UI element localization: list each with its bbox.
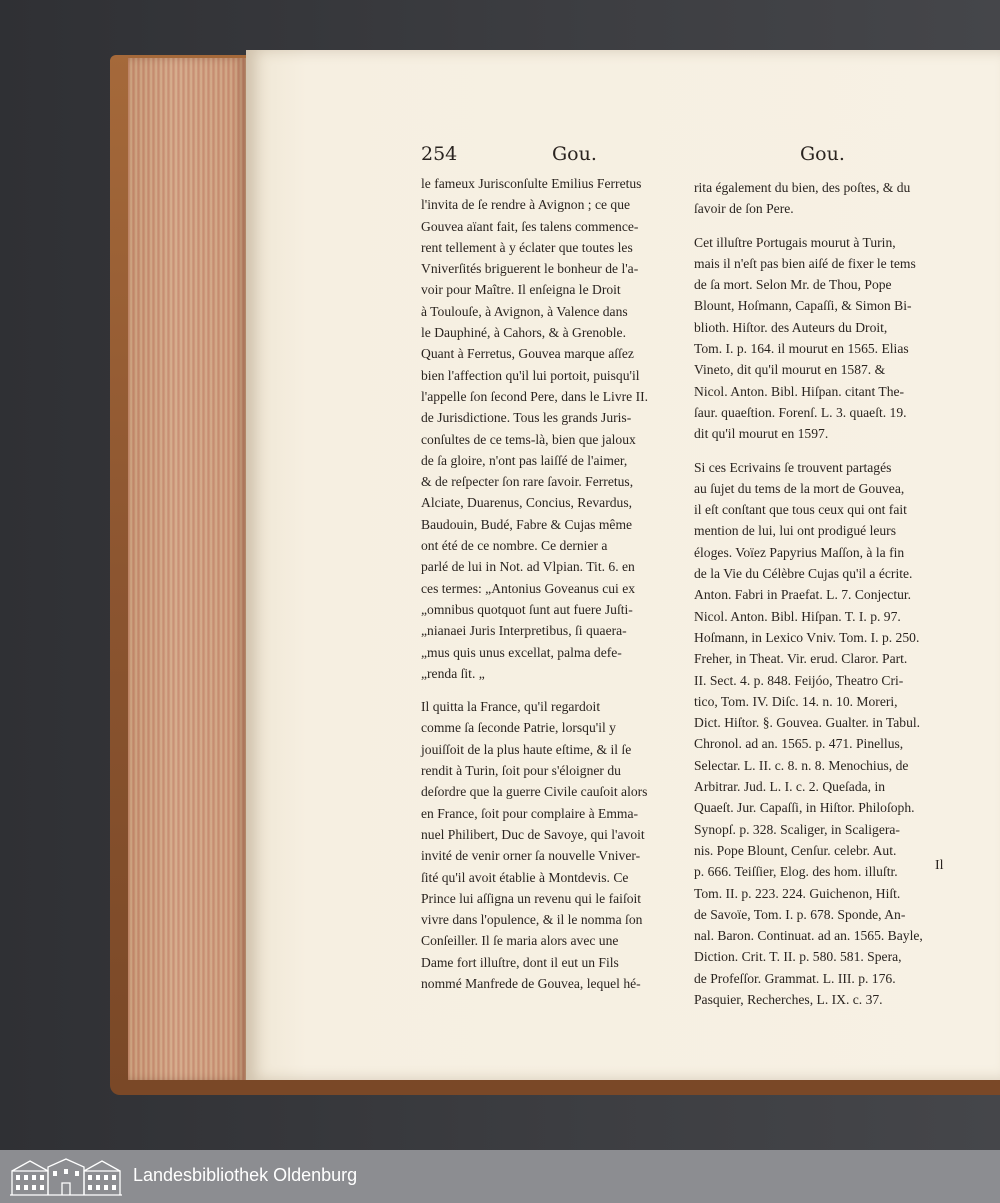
text-line: jouiſſoit de la plus haute eſtime, & il ſe	[421, 741, 632, 757]
page-number: 254	[421, 143, 458, 165]
text-line: rendit à Turin, ſoit pour s'éloigner du	[421, 763, 621, 779]
text-line: il eſt conſtant que tous ceux qui ont fait	[694, 502, 907, 518]
text-line: II. Sect. 4. p. 848. Feijóo, Theatro Cri-	[694, 672, 904, 688]
text-line: rent tellement à y éclater que toutes les	[421, 239, 633, 255]
right-text-column	[694, 177, 958, 1010]
text-line: rita également du bien, des poſtes, & du	[694, 180, 911, 195]
text-line: Dict. Hiſtor. §. Gouvea. Gualter. in Tabul.	[694, 715, 921, 731]
text-line: blioth. Hiſtor. des Auteurs du Droit,	[694, 319, 888, 335]
text-line: au ſujet du tems de la mort de Gouvea,	[694, 480, 905, 496]
text-line: p. 666. Teiſſier, Elog. des hom. illuſtr.	[694, 864, 898, 880]
text-line: tico, Tom. IV. Diſc. 14. n. 10. Moreri,	[694, 693, 898, 709]
text-line: Vineto, dit qu'il mourut en 1587. &	[694, 362, 886, 378]
text-line: „nianaei Juris Interpretibus, ſi quaera-	[421, 623, 627, 639]
text-line: Tom. II. p. 223. 224. Guichenon, Hiſt.	[694, 885, 901, 901]
text-line: Il quitta la France, qu'il regardoit	[421, 699, 601, 715]
paragraph-gap	[694, 220, 958, 232]
text-line: ſaur. quaeſtion. Forenſ. L. 3. quaeſt. 19.	[694, 404, 907, 420]
paragraph-gap	[421, 684, 683, 696]
text-line: le Dauphiné, à Cahors, & à Grenoble.	[421, 325, 626, 341]
text-line: Prince lui aſſigna un revenu qui le faiſoit	[421, 890, 642, 906]
text-line: Tom. I. p. 164. il mourut en 1565. Elias	[694, 341, 909, 357]
text-line: ont été de ce nombre. Ce dernier a	[421, 538, 608, 554]
text-line: Anton. Fabri in Praefat. L. 7. Conjectur.	[694, 587, 912, 603]
text-line: nuel Philibert, Duc de Savoye, qui l'avoit	[421, 826, 645, 842]
text-line: voir pour Maître. Il enſeigna le Droit	[421, 282, 621, 298]
text-line: Baudouin, Budé, Fabre & Cujas même	[421, 516, 633, 532]
text-line: Dame fort illuſtre, dont il eut un Fils	[421, 954, 619, 970]
running-header	[0, 143, 1000, 171]
text-line: Arbitrar. Jud. L. I. c. 2. Queſada, in	[694, 779, 886, 795]
text-line: de ſa gloire, n'ont pas laiſſé de l'aimer,	[421, 452, 628, 468]
text-line: nis. Pope Blount, Cenſur. celebr. Aut.	[694, 842, 897, 858]
text-line: nal. Baron. Continuat. ad an. 1565. Bayle,	[694, 928, 923, 944]
text-line: & de reſpecter ſon rare ſavoir. Ferretus,	[421, 474, 634, 490]
text-line: bien l'affection qu'il lui portoit, puisqu'il	[421, 367, 640, 383]
catchword: Il	[935, 858, 944, 873]
text-line: mention de lui, lui ont prodigué leurs	[694, 523, 896, 539]
text-line: ſité qu'il avoit établie à Montdevis. Ce	[421, 869, 629, 885]
text-line: conſultes de ce tems-là, bien que jaloux	[421, 431, 636, 447]
text-line: Alciate, Duarenus, Concius, Revardus,	[421, 495, 633, 511]
text-line: „omnibus quotquot ſunt aut fuere Juſti-	[421, 601, 633, 617]
text-line: l'appelle ſon ſecond Pere, dans le Livre II.	[421, 388, 649, 404]
text-line: Selectar. L. II. c. 8. n. 8. Menochius, de	[694, 757, 909, 773]
text-line: Conſeiller. Il ſe maria alors avec une	[421, 933, 619, 949]
text-line: Freher, in Theat. Vir. erud. Claror. Part.	[694, 651, 908, 667]
text-line: en France, ſoit pour complaire à Emma-	[421, 805, 639, 821]
text-line: „mus quis unus excellat, palma defe-	[421, 644, 622, 660]
text-line: de Savoïe, Tom. I. p. 678. Sponde, An-	[694, 906, 906, 922]
paragraph-gap	[694, 445, 958, 457]
text-line: l'invita de ſe rendre à Avignon ; ce que	[421, 197, 631, 213]
library-building-icon	[8, 1157, 124, 1197]
text-line: deſordre que la guerre Civile cauſoit alors	[421, 784, 648, 800]
library-name: Landesbibliothek Oldenburg	[133, 1165, 358, 1185]
text-line: invité de venir orner ſa nouvelle Vniver-	[421, 848, 641, 864]
text-line: Vniverſités briguerent le bonheur de l'a-	[421, 261, 639, 277]
text-line: Chronol. ad an. 1565. p. 471. Pinellus,	[694, 736, 904, 752]
text-line: Cet illuſtre Portugais mourut à Turin,	[694, 234, 896, 250]
text-line: Si ces Ecrivains ſe trouvent partagés	[694, 459, 892, 475]
text-line: de ſa mort. Selon Mr. de Thou, Pope	[694, 277, 892, 293]
text-line: le fameux Jurisconſulte Emilius Ferretus	[421, 176, 642, 191]
text-line: Nicol. Anton. Bibl. Hiſpan. T. I. p. 97.	[694, 608, 901, 624]
text-line: Gouvea aïant fait, ſes talens commence-	[421, 218, 639, 234]
text-line: de Jurisdictione. Tous les grands Juris-	[421, 410, 632, 426]
text-line: nommé Manfrede de Gouvea, lequel hé-	[421, 975, 641, 991]
footer-bar	[0, 1150, 1000, 1203]
left-text-column	[421, 173, 683, 994]
text-line: ſavoir de ſon Pere.	[694, 201, 794, 217]
text-line: Synopſ. p. 328. Scaliger, in Scaligera-	[694, 821, 900, 837]
running-head-left: Gou.	[552, 143, 597, 165]
text-line: parlé de lui in Not. ad Vlpian. Tit. 6. en	[421, 559, 635, 575]
text-line: Diction. Crit. T. II. p. 580. 581. Spera,	[694, 949, 902, 965]
text-line: de la Vie du Célèbre Cujas qu'il a écrite.	[694, 566, 913, 582]
text-line: „renda ſit. „	[421, 665, 485, 681]
text-line: Quaeſt. Jur. Capaſſi, in Hiſtor. Philoſoph.	[694, 800, 915, 816]
text-line: ces termes: „Antonius Goveanus cui ex	[421, 580, 636, 596]
text-line: Hoſmann, in Lexico Vniv. Tom. I. p. 250.	[694, 629, 920, 645]
text-line: comme ſa ſeconde Patrie, lorsqu'il y	[421, 720, 616, 736]
text-line: dit qu'il mourut en 1597.	[694, 426, 829, 442]
text-line: Nicol. Anton. Bibl. Hiſpan. citant The-	[694, 383, 905, 399]
text-line: vivre dans l'opulence, & il le nomma ſon	[421, 912, 643, 928]
text-line: Pasquier, Recherches, L. IX. c. 37.	[694, 991, 883, 1007]
text-line: éloges. Voïez Papyrius Maſſon, à la fin	[694, 544, 905, 560]
text-line: mais il n'eſt pas bien aiſé de fixer le tems	[694, 255, 916, 271]
text-line: de Profeſſor. Grammat. L. III. p. 176.	[694, 970, 896, 986]
text-line: à Toulouſe, à Avignon, à Valence dans	[421, 303, 628, 319]
text-line: Blount, Hoſmann, Capaſſi, & Simon Bi-	[694, 298, 912, 314]
page-block-edge	[128, 58, 246, 1080]
text-line: Quant à Ferretus, Gouvea marque aſſez	[421, 346, 634, 362]
running-head-right: Gou.	[800, 143, 845, 165]
